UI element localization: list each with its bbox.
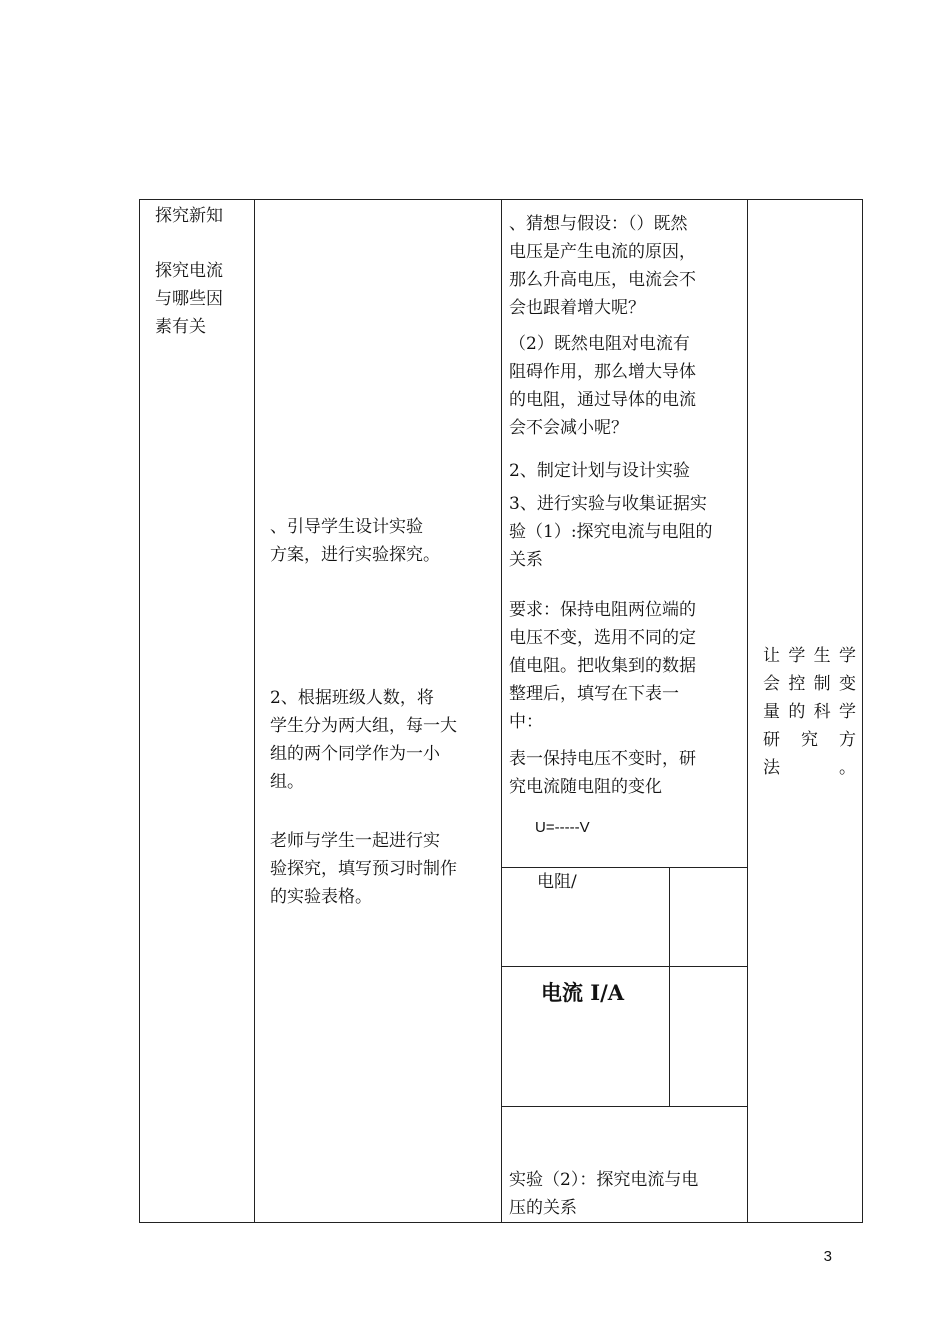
hypothesis-2: （2）既然电阻对电流有 阻碍作用，那么增大导体 的电阻，通过导体的电流 会不会减小呢？ <box>509 334 696 438</box>
lesson-table <box>139 199 863 1223</box>
requirement-text: 要求：保持电阻两位端的 电压不变，选用不同的定 值电阻。把收集到的数据 整理后，填写在下表一 中： <box>509 600 696 732</box>
inner-table-divider <box>669 867 670 1106</box>
hypothesis-1: 、猜想与假设：（）既然 电压是产生电流的原因， 那么升高电压，电流会不 会也跟着增大呢？ <box>509 214 696 318</box>
teacher-activity-3: 老师与学生一起进行实 验探究，填写预习时制作 的实验表格。 <box>270 831 457 907</box>
column-divider <box>501 200 502 1222</box>
teacher-activity-2: 2、根据班级人数，将 学生分为两大组，每一大 组的两个同学作为一小 组。 <box>270 688 457 792</box>
teacher-activity-1: 、引导学生设计实验 方案，进行实验探究。 <box>270 517 440 565</box>
table-caption: 表一保持电压不变时，研 究电流随电阻的变化 <box>509 749 696 797</box>
inner-table-line <box>501 966 747 967</box>
column-divider <box>254 200 255 1222</box>
page-number: 3 <box>823 1248 832 1265</box>
learning-goal: 让学生学 会控制变 量的科学 研究方 法。 <box>763 646 856 778</box>
step-plan: 2、制定计划与设计实验 <box>509 461 690 481</box>
current-row-label: 电流 I/A <box>541 980 625 1005</box>
column-divider <box>747 200 748 1222</box>
voltage-label: U=-----V <box>535 819 590 836</box>
section-title: 探究新知 <box>155 206 223 226</box>
experiment-2-text: 实验（2）：探究电流与电 压的关系 <box>509 1170 699 1218</box>
inner-table-line <box>501 1106 747 1107</box>
section-subtitle: 探究电流 与哪些因 素有关 <box>155 261 223 337</box>
resistance-row-label: 电阻/ <box>537 872 577 892</box>
step-experiment: 3、进行实验与收集证据实 验（1）:探究电流与电阻的 关系 <box>509 494 713 570</box>
